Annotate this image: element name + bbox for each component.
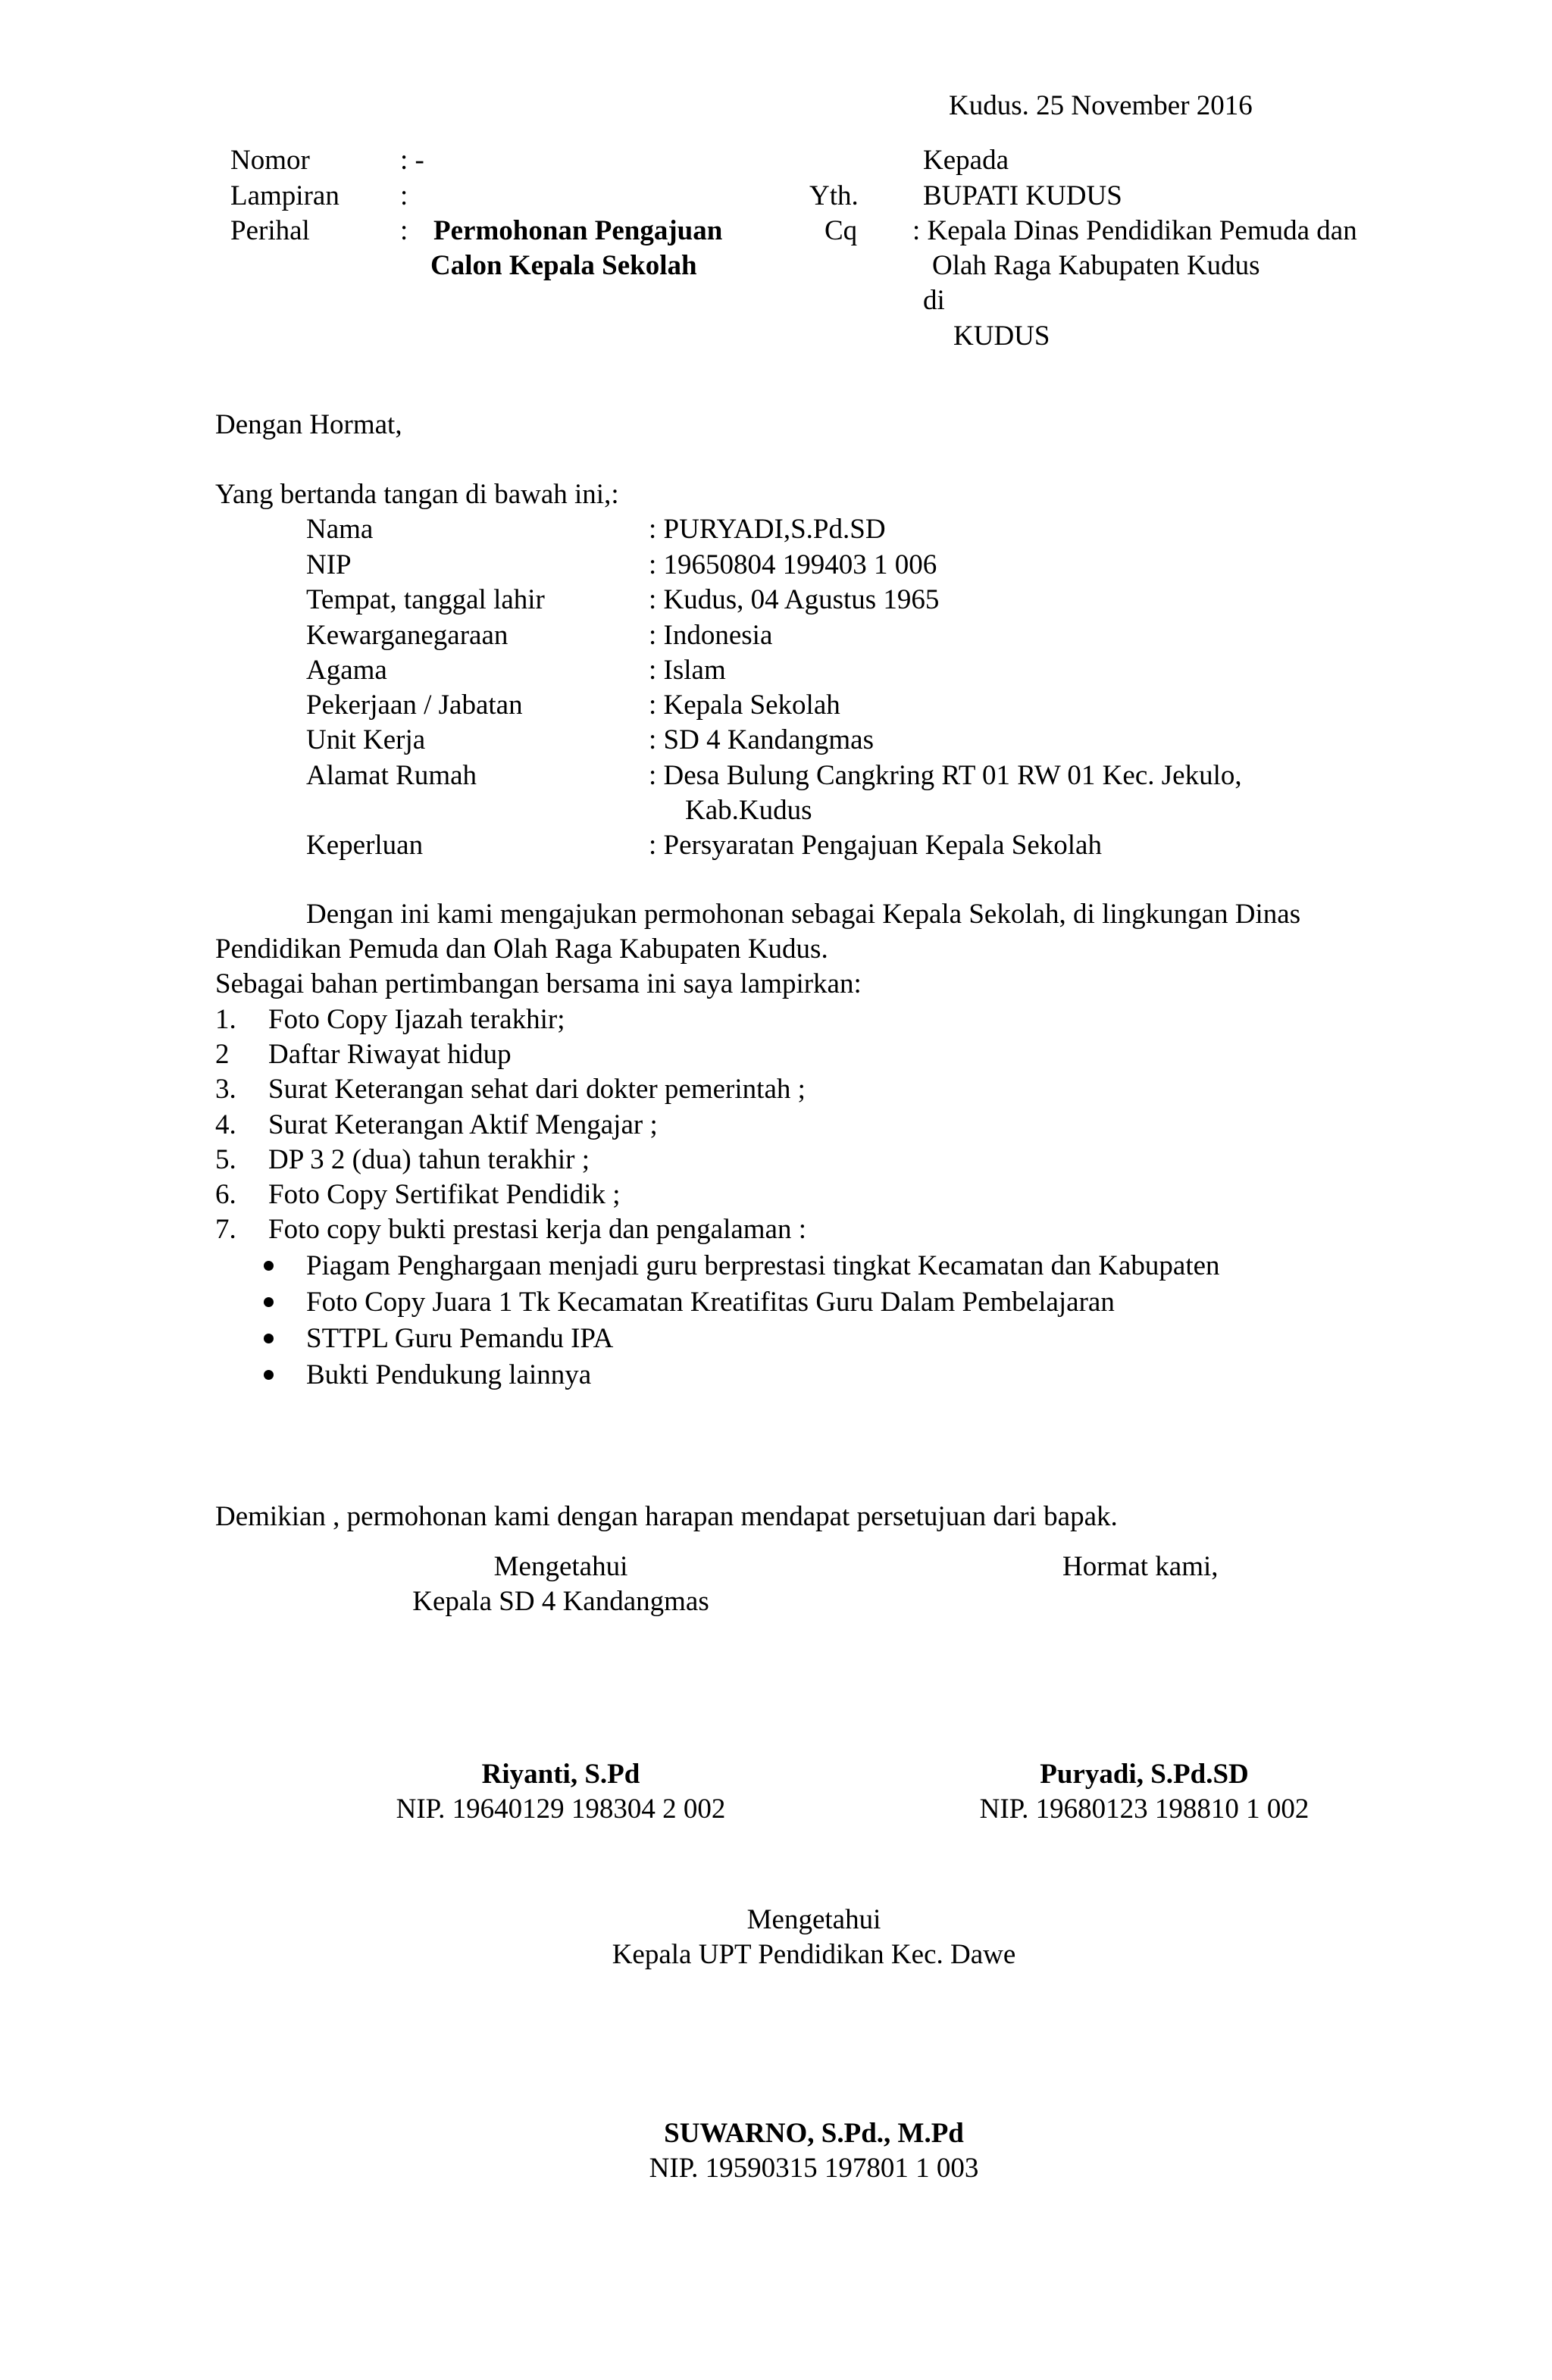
- perihal-label: Perihal: [230, 215, 310, 246]
- identity-label: Unit Kerja: [306, 724, 426, 755]
- greeting: Dengan Hormat,: [215, 409, 402, 440]
- list-item-number: 7.: [215, 1214, 236, 1245]
- right-signature-title: Hormat kami,: [1062, 1551, 1219, 1582]
- right-signatory-name: Puryadi, S.Pd.SD: [1040, 1759, 1249, 1790]
- list-item: Surat Keterangan sehat dari dokter pemerintah ;: [268, 1074, 806, 1105]
- intro-text: Yang bertanda tangan di bawah ini,:: [215, 479, 619, 510]
- identity-label: Keperluan: [306, 830, 424, 861]
- identity-value: : Persyaratan Pengajuan Kepala Sekolah: [649, 830, 1102, 861]
- identity-value: : Islam: [649, 655, 726, 686]
- paragraph-1-line-1: Dengan ini kami mengajukan permohonan sebagai Kepala Sekolah, di lingkungan Dinas: [306, 899, 1301, 930]
- list-item: DP 3 2 (dua) tahun terakhir ;: [268, 1144, 590, 1175]
- identity-label: Agama: [306, 655, 387, 686]
- left-signatory-name: Riyanti, S.Pd: [481, 1759, 640, 1790]
- perihal-colon: :: [400, 215, 408, 246]
- paragraph-1-line-2: Pendidikan Pemuda dan Olah Raga Kabupaten Kudus.: [215, 934, 828, 965]
- bottom-signatory-name: SUWARNO, S.Pd., M.Pd: [664, 2118, 964, 2149]
- identity-label: Nama: [306, 514, 374, 545]
- bottom-signature-title-2: Kepala UPT Pendidikan Kec. Dawe: [612, 1939, 1016, 1970]
- nomor-label: Nomor: [230, 145, 310, 176]
- perihal-line-1: Permohonan Pengajuan: [433, 215, 723, 246]
- bullet-icon: [264, 1297, 274, 1307]
- closing-text: Demikian , permohonan kami dengan harapan mendapat persetujuan dari bapak.: [215, 1501, 1118, 1532]
- sub-list-item: Foto Copy Juara 1 Tk Kecamatan Kreatifitas Guru Dalam Pembelajaran: [306, 1287, 1115, 1318]
- recipient-bupati: BUPATI KUDUS: [923, 180, 1122, 211]
- list-item-number: 5.: [215, 1144, 236, 1175]
- cq-line-2: Olah Raga Kabupaten Kudus: [932, 250, 1260, 281]
- cq-label: Cq: [824, 215, 858, 246]
- list-item-number: 6.: [215, 1179, 236, 1210]
- list-item: Surat Keterangan Aktif Mengajar ;: [268, 1109, 658, 1140]
- list-item-number: 4.: [215, 1109, 236, 1140]
- identity-value: : Kudus, 04 Agustus 1965: [649, 584, 940, 615]
- bullet-icon: [264, 1334, 274, 1343]
- identity-value: : Desa Bulung Cangkring RT 01 RW 01 Kec. Jekulo,: [649, 760, 1242, 791]
- kudus-label: KUDUS: [953, 321, 1050, 352]
- identity-value: : PURYADI,S.Pd.SD: [649, 514, 886, 545]
- kepada-label: Kepada: [923, 145, 1009, 176]
- identity-label: NIP: [306, 549, 352, 580]
- cq-line-1: : Kepala Dinas Pendidikan Pemuda dan: [912, 215, 1357, 246]
- list-item-number: 3.: [215, 1074, 236, 1105]
- bottom-signature-title-1: Mengetahui: [746, 1904, 881, 1935]
- yth-label: Yth.: [809, 180, 859, 211]
- left-signature-title-1: Mengetahui: [493, 1551, 628, 1582]
- identity-label: Pekerjaan / Jabatan: [306, 690, 523, 721]
- paragraph-2: Sebagai bahan pertimbangan bersama ini saya lampirkan:: [215, 968, 862, 999]
- bullet-icon: [264, 1261, 274, 1271]
- sub-list-item: Bukti Pendukung lainnya: [306, 1359, 592, 1390]
- left-signature-title-2: Kepala SD 4 Kandangmas: [412, 1586, 709, 1617]
- perihal-line-2: Calon Kepala Sekolah: [430, 250, 697, 281]
- list-item: Foto Copy Ijazah terakhir;: [268, 1004, 565, 1035]
- sub-list-item: STTPL Guru Pemandu IPA: [306, 1323, 614, 1354]
- di-label: di: [923, 285, 945, 316]
- identity-label: Tempat, tanggal lahir: [306, 584, 545, 615]
- address-continuation: Kab.Kudus: [685, 795, 812, 826]
- nomor-value: : -: [400, 145, 424, 176]
- identity-value: : Kepala Sekolah: [649, 690, 840, 721]
- bottom-signatory-nip: NIP. 19590315 197801 1 003: [649, 2153, 979, 2184]
- identity-value: : SD 4 Kandangmas: [649, 724, 874, 755]
- list-item-number: 2: [215, 1039, 230, 1070]
- lampiran-label: Lampiran: [230, 180, 340, 211]
- list-item: Foto Copy Sertifikat Pendidik ;: [268, 1179, 621, 1210]
- lampiran-value: :: [400, 180, 408, 211]
- list-item: Daftar Riwayat hidup: [268, 1039, 512, 1070]
- bullet-icon: [264, 1370, 274, 1380]
- left-signatory-nip: NIP. 19640129 198304 2 002: [396, 1794, 726, 1825]
- identity-label: Kewarganegaraan: [306, 620, 508, 651]
- identity-value: : Indonesia: [649, 620, 773, 651]
- sub-list-item: Piagam Penghargaan menjadi guru berprestasi tingkat Kecamatan dan Kabupaten: [306, 1250, 1220, 1281]
- list-item: Foto copy bukti prestasi kerja dan pengalaman :: [268, 1214, 807, 1245]
- place-date: Kudus. 25 November 2016: [949, 90, 1253, 121]
- identity-label: Alamat Rumah: [306, 760, 477, 791]
- list-item-number: 1.: [215, 1004, 236, 1035]
- right-signatory-nip: NIP. 19680123 198810 1 002: [979, 1794, 1310, 1825]
- identity-value: : 19650804 199403 1 006: [649, 549, 937, 580]
